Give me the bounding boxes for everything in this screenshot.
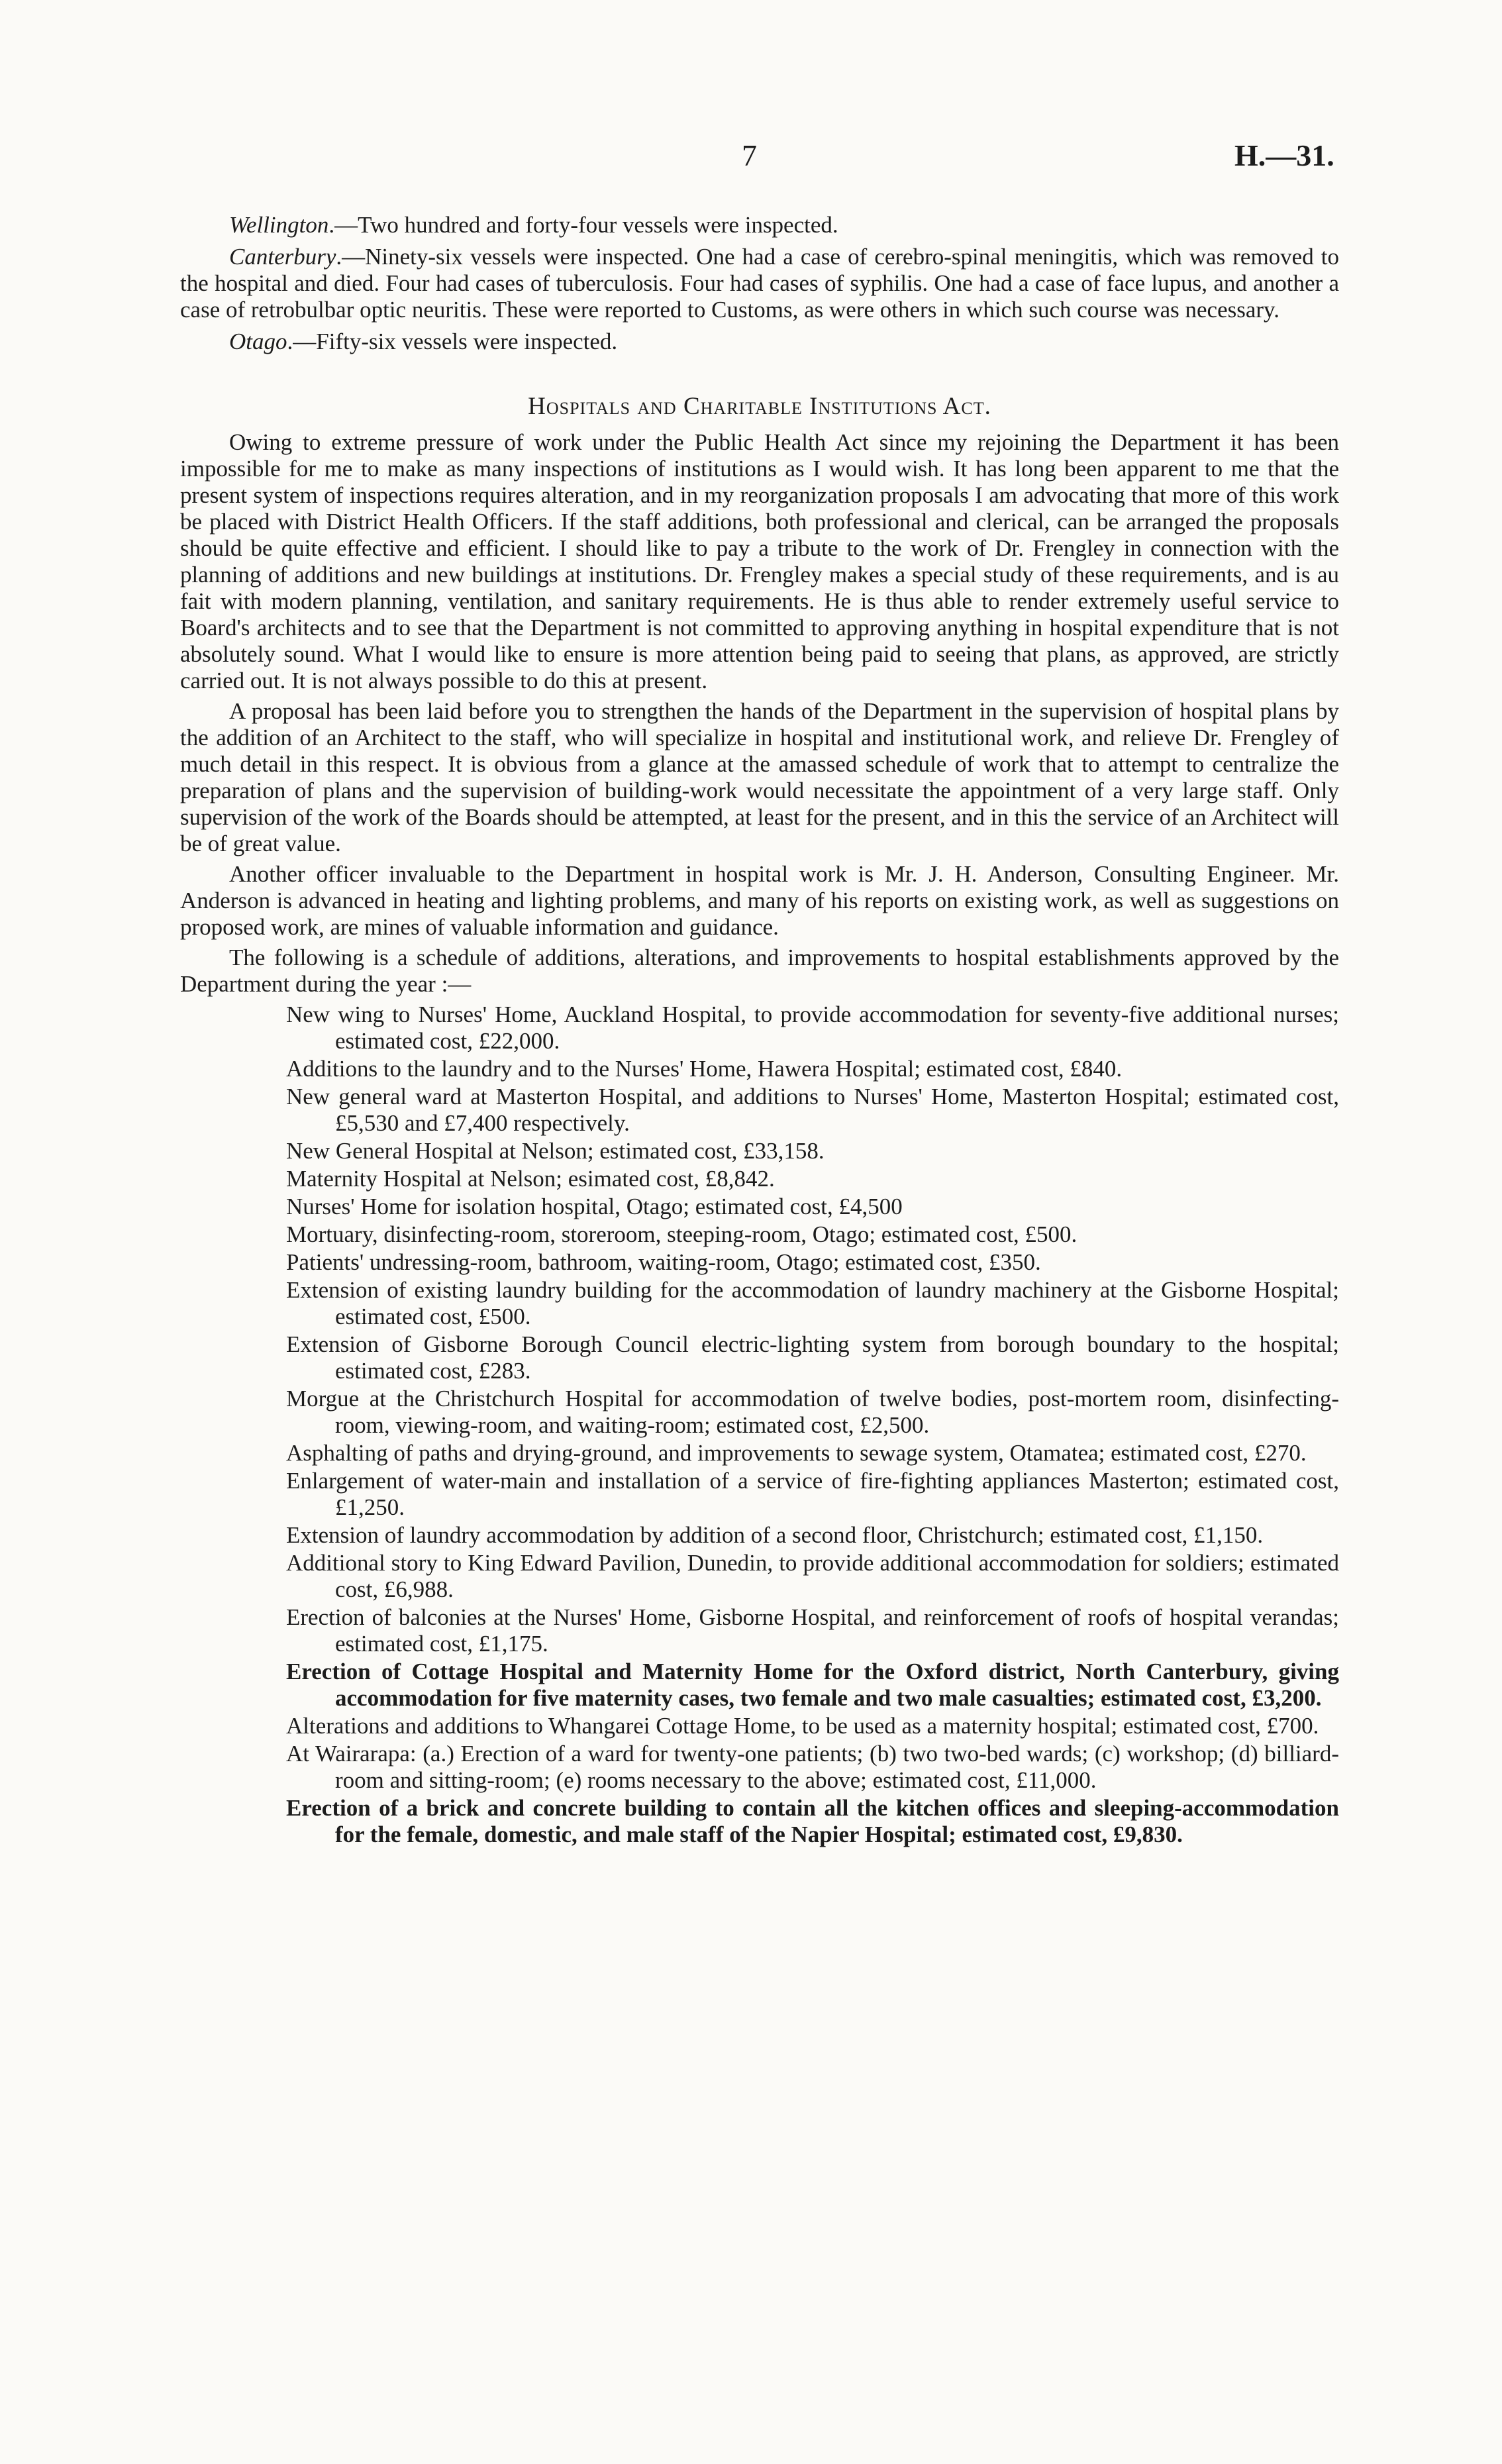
paragraph: The following is a schedule of additions, alterations, and improvements to hospital establishments approved by the Department during the year :— bbox=[180, 945, 1339, 997]
schedule-item: Additional story to King Edward Pavilion, Dunedin, to provide additional accommodation for soldiers; estimated cost, £6,988. bbox=[286, 1550, 1339, 1602]
schedule-item: Maternity Hospital at Nelson; esimated cost, £8,842. bbox=[286, 1166, 775, 1192]
schedule-item: Morgue at the Christchurch Hospital for accommodation of twelve bodies, post-mortem room, disinfecting-room, viewing-room, and waiting-room; estimated cost, £2,500. bbox=[286, 1386, 1339, 1438]
port-text: Fifty-six vessels were inspected. bbox=[316, 329, 618, 354]
schedule-item: Extension of existing laundry building for the accommodation of laundry machinery at the Gisborne Hospital; estimated cost, £500. bbox=[286, 1277, 1339, 1329]
document-body bbox=[180, 212, 1339, 1849]
schedule-item: Extension of laundry accommodation by addition of a second floor, Christchurch; estimated cost, £1,150. bbox=[286, 1522, 1264, 1548]
port-report-canterbury: Canterbury.—Ninety-six vessels were inspected. One had a case of cerebro-spinal meningitis, which was removed to the hospital and died. Four had cases of tuberculosis. Four had cases of syphilis. One had a case of face lupus, and another a case of retrobulbar optic neuritis. These were reported to Customs, as were others in which such course was necessary. bbox=[180, 244, 1339, 323]
schedule-item: Mortuary, disinfecting-room, storeroom, steeping-room, Otago; estimated cost, £500. bbox=[286, 1221, 1077, 1247]
port-name: Otago bbox=[229, 329, 287, 354]
port-text: Two hundred and forty-four vessels were inspected. bbox=[358, 212, 838, 238]
schedule-item: Patients' undressing-room, bathroom, waiting-room, Otago; estimated cost, £350. bbox=[286, 1249, 1041, 1275]
schedule-item: Nurses' Home for isolation hospital, Otago; estimated cost, £4,500 bbox=[286, 1194, 903, 1219]
schedule-item: Erection of Cottage Hospital and Maternity Home for the Oxford district, North Canterbury, giving accommodation for five maternity cases, two female and two male casualties; estimated cost, £3,200. bbox=[286, 1659, 1339, 1711]
schedule-item: New General Hospital at Nelson; estimated cost, £33,158. bbox=[286, 1138, 825, 1164]
schedule-item: Alterations and additions to Whangarei Cottage Home, to be used as a maternity hospital; estimated cost, £700. bbox=[286, 1713, 1319, 1739]
schedule-item: New wing to Nurses' Home, Auckland Hospital, to provide accommodation for seventy-five additional nurses; estimated cost, £22,000. bbox=[286, 1001, 1339, 1054]
schedule-item: Asphalting of paths and drying-ground, and improvements to sewage system, Otamatea; estimated cost, £270. bbox=[286, 1440, 1307, 1466]
port-report-wellington: Wellington.—Two hundred and forty-four vessels were inspected. bbox=[229, 212, 838, 238]
page-number: 7 bbox=[742, 138, 757, 172]
port-report-otago: Otago.—Fifty-six vessels were inspected. bbox=[229, 329, 618, 354]
schedule-item: Enlargement of water-main and installation of a service of fire-fighting appliances Masterton; estimated cost, £1,250. bbox=[286, 1468, 1339, 1520]
port-name: Canterbury bbox=[229, 244, 336, 270]
paragraph: A proposal has been laid before you to strengthen the hands of the Department in the supervision of hospital plans by the addition of an Architect to the staff, who will specialize in hospital and institutional work, and relieve Dr. Frengley of much detail in this respect. It is obvious from a glance at the amassed schedule of work that to attempt to centralize the preparation of plans and the supervision of building-work would necessitate the appointment of a very large staff. Only supervision of the work of the Boards should be attempted, at least for the present, and in this the service of an Architect will be of great value. bbox=[180, 698, 1339, 856]
schedule-item: Extension of Gisborne Borough Council electric-lighting system from borough boundary to the hospital; estimated cost, £283. bbox=[286, 1331, 1339, 1384]
schedule-list bbox=[286, 1001, 1339, 1848]
document-series: H.—31. bbox=[1234, 138, 1334, 172]
schedule-item: Erection of a brick and concrete building to contain all the kitchen offices and sleeping-accommodation for the female, domestic, and male staff of the Napier Hospital; estimated cost, £9,830. bbox=[286, 1795, 1339, 1847]
schedule-item: Additions to the laundry and to the Nurses' Home, Hawera Hospital; estimated cost, £840. bbox=[286, 1056, 1123, 1082]
paragraph: Owing to extreme pressure of work under the Public Health Act since my rejoining the Department it has been impossible for me to make as many inspections of institutions as I would wish. It has long been apparent to me that the present system of inspections requires alteration, and in my reorganization proposals I am advocating that more of this work be placed with District Health Officers. If the staff additions, both professional and clerical, can be arranged the proposals should be quite effective and efficient. I should like to pay a tribute to the work of Dr. Frengley in connection with the planning of additions and new buildings at institutions. Dr. Frengley makes a special study of these requirements, and is au fait with modern planning, ventilation, and sanitary requirements. He is thus able to render extremely useful service to Board's architects and to see that the Department is not committed to approving anything in hospital expenditure that is not absolutely sound. What I would like to ensure is more attention being paid to seeing that plans, as approved, are strictly carried out. It is not always possible to do this at present. bbox=[180, 429, 1339, 693]
section-heading: Hospitals and Charitable Institutions Act. bbox=[528, 393, 991, 420]
port-text: Ninety-six vessels were inspected. One had a case of cerebro-spinal meningitis, which was removed to the hospital and died. Four had cases of tuberculosis. Four had cases of syphilis. One had a case of face lupus, and another a case of retrobulbar optic neuritis. These were reported to Customs, as were others in which such course was necessary. bbox=[180, 244, 1339, 323]
port-name: Wellington bbox=[229, 212, 329, 238]
schedule-item: New general ward at Masterton Hospital, and additions to Nurses' Home, Masterton Hospital; estimated cost, £5,530 and £7,400 respectively. bbox=[286, 1084, 1339, 1136]
paragraph: Another officer invaluable to the Department in hospital work is Mr. J. H. Anderson, Consulting Engineer. Mr. Anderson is advanced in heating and lighting problems, and many of his reports on existing work, as well as suggestions on proposed work, are mines of valuable information and guidance. bbox=[180, 861, 1339, 940]
schedule-item: At Wairarapa: (a.) Erection of a ward for twenty-one patients; (b) two two-bed wards; (c) workshop; (d) billiard-room and sitting-room; (e) rooms necessary to the above; estimated cost, £11,000. bbox=[286, 1741, 1339, 1793]
schedule-item: Erection of balconies at the Nurses' Home, Gisborne Hospital, and reinforcement of roofs of hospital verandas; estimated cost, £1,175. bbox=[286, 1604, 1339, 1657]
